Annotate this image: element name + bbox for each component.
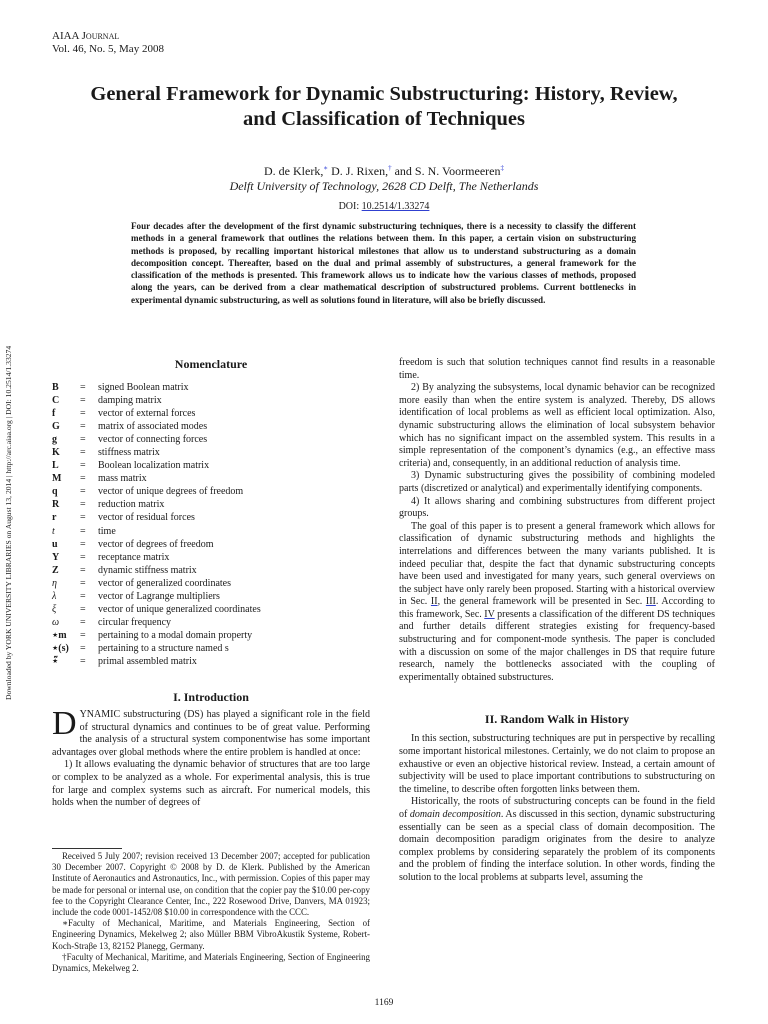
equals-sign: = — [80, 616, 86, 628]
nomenclature-symbol: g — [52, 434, 57, 446]
equals-sign: = — [80, 447, 86, 459]
intro-heading: I. Introduction — [173, 690, 249, 705]
nomenclature-definition: signed Boolean matrix — [98, 382, 189, 393]
section-ref-ii[interactable]: II — [430, 596, 438, 608]
equals-sign: = — [80, 473, 86, 485]
equals-sign: = — [80, 434, 86, 446]
right-paragraph-3: 3) Dynamic substructuring gives the possibility of combining modeled parts (discretized or analytical) and experimentally identifying components. — [399, 470, 715, 494]
nomenclature-definition: damping matrix — [98, 395, 162, 407]
page-number: 1169 — [374, 998, 394, 1008]
nomenclature-symbol: C — [52, 395, 60, 407]
paper-title — [40, 82, 728, 132]
equals-sign: = — [80, 577, 86, 589]
nomenclature-table — [52, 381, 261, 668]
nomenclature-definition: circular frequency — [98, 616, 172, 628]
nomenclature-row — [52, 485, 261, 498]
nomenclature-symbol: ω — [52, 616, 60, 628]
equals-sign: = — [80, 603, 86, 615]
nomenclature-symbol: ξ — [52, 603, 57, 615]
equals-sign: = — [80, 499, 86, 511]
nomenclature-symbol: Z — [52, 564, 59, 576]
nomenclature-symbol: λ — [52, 590, 57, 602]
nomenclature-row — [52, 498, 261, 511]
footnote-author-2: †Faculty of Mechanical, Maritime, and Materials Engineering, Section of Engineering Dynamics, Mekelweg 2. — [52, 951, 370, 974]
nomenclature-row — [52, 577, 261, 590]
left-column — [52, 357, 370, 810]
history-heading: II. Random Walk in History — [484, 712, 630, 727]
footnote-author-1: ∗Faculty of Mechanical, Maritime, and Materials Engineering, Section of Engineering Dynamics, Mekelweg 2; also Müller BBM VibroAkustik Systeme, Robert-Koch-Straβe 13, 82152 Planegg, Germany. — [52, 918, 370, 951]
nomenclature-definition: dynamic stiffness matrix — [98, 564, 197, 576]
nomenclature-definition: primal assembled matrix — [98, 655, 197, 667]
footnote-received: Received 5 July 2007; revision received 13 December 2007; accepted for publication 30 December 2007. Copyright © 2008 by D. de Klerk. Published by the American Institute of Aeronautics and Astronautics, Inc., with permission. Copies of this paper may be made for personal or internal use, on condition that the copier pay the $10.00 per-copy fee to the Copyright Clearance Center, Inc., 222 Rosewood Drive, Danvers, MA 01923; include the code 0001-1452/08 $10.00 in correspondence with the CCC. — [52, 851, 370, 918]
nomenclature-symbol: K — [52, 447, 60, 459]
nomenclature-definition: receptance matrix — [98, 551, 170, 563]
nomenclature-symbol: u — [52, 538, 58, 550]
right-paragraph-1: freedom is such that solution techniques cannot find results in a reasonable time. — [399, 357, 715, 381]
equals-sign: = — [80, 421, 86, 433]
nomenclature-symbol: R — [52, 499, 60, 511]
doi-label: DOI: — [338, 201, 362, 212]
nomenclature-row — [52, 551, 261, 564]
nomenclature-symbol: ⋆m — [52, 629, 67, 641]
nomenclature-symbol: L — [52, 460, 59, 472]
equals-sign: = — [80, 460, 86, 472]
nomenclature-row — [52, 655, 261, 668]
equals-sign: = — [80, 551, 86, 563]
nomenclature-row — [52, 603, 261, 616]
equals-sign: = — [80, 564, 86, 576]
author-2: D. J. Rixen, — [328, 164, 389, 178]
title-line-1: General Framework for Dynamic Substructuring: History, Review, — [90, 83, 678, 105]
nomenclature-definition: vector of connecting forces — [98, 434, 208, 446]
nomenclature-definition: pertaining to a modal domain property — [98, 629, 253, 641]
nomenclature-symbol: ⋆̃ — [52, 655, 59, 667]
download-watermark — [4, 300, 18, 700]
nomenclature-definition: matrix of associated modes — [98, 421, 208, 433]
right-paragraph-5: The goal of this paper is to present a general framework which allows for classification of dynamic substructuring methods and highlights the interrelations and differences between the many variants published. It is indeed peculiar that, despite the fact that dynamic substructuring concepts have been used and investigated for many years, such general overviews on the subject have only rarely been proposed. Starting with a historical overview in Sec. II, the general framework will be presented in Sec. III. According to this framework, Sec. IV presents a classification of the different DS techniques and further details different strategies existing for frequency-based substructuring and for component-mode synthesis. The paper is concluded with a discussion on some of the major challenges in DS that require future research, namely the bottlenecks associated with the coupling of experimentally obtained substructures. — [399, 520, 715, 683]
nomenclature-definition: vector of residual forces — [98, 512, 195, 524]
nomenclature-definition: Boolean localization matrix — [98, 460, 210, 472]
nomenclature-row — [52, 564, 261, 577]
history-paragraph-1: In this section, substructuring techniques are put in perspective by recalling some important historical milestones. Certainly, we do not claim to propose an exhaustive or even an objective historical review. Instead, a certain amount of subjectivity will be used to place important contributions to substructuring on the timeline, to describe often forgotten links between them. — [399, 733, 715, 795]
affiliation: Delft University of Technology, 2628 CD Delft, The Netherlands — [229, 179, 539, 193]
equals-sign: = — [80, 525, 86, 537]
right-paragraph-4: 4) It allows sharing and combining substructures from different project groups. — [399, 495, 715, 520]
title-line-2: and Classification of Techniques — [243, 108, 525, 130]
footnote-rule — [52, 848, 122, 849]
nomenclature-row — [52, 459, 261, 472]
footnotes — [52, 851, 370, 974]
history-paragraph-2: Historically, the roots of substructuring concepts can be found in the field of domain decomposition. As discussed in this section, dynamic substructuring essentially can be seen as a special class of domain decomposition. The domain decomposition paradigm originates from the desire to analyze complex problems by considering separately the problem of its components and the problem of finding the interface solution. In other words, finding the solution to the local problems at subparts level, assuming the — [399, 796, 716, 883]
equals-sign: = — [80, 655, 86, 667]
nomenclature-symbol: f — [52, 408, 56, 420]
nomenclature-definition: vector of external forces — [98, 408, 196, 420]
nomenclature-symbol: G — [52, 421, 60, 433]
author-list — [40, 164, 728, 179]
nomenclature-row — [52, 590, 261, 603]
nomenclature-row — [52, 642, 261, 655]
equals-sign: = — [80, 629, 86, 641]
intro-paragraph-1: DYNAMIC substructuring (DS) has played a significant role in the field of structural dynamics and continues to be of great value. Performing the analysis of a structural system componentwise has some important advantages over global methods where the entire problem is handled at once: — [52, 705, 370, 758]
nomenclature-row — [52, 420, 261, 433]
equals-sign: = — [80, 538, 86, 550]
nomenclature-definition: vector of degrees of freedom — [98, 538, 214, 550]
nomenclature-symbol: q — [52, 486, 58, 498]
equals-sign: = — [80, 590, 86, 602]
nomenclature-definition: mass matrix — [98, 473, 147, 485]
nomenclature-definition: vector of Lagrange multipliers — [98, 590, 220, 602]
nomenclature-row — [52, 472, 261, 485]
nomenclature-symbol: M — [52, 473, 62, 485]
equals-sign: = — [80, 395, 86, 407]
nomenclature-symbol: ⋆(s) — [52, 642, 69, 654]
drop-cap: D — [52, 705, 77, 743]
download-watermark-text: Downloaded by YORK UNIVERSITY LIBRARIES on August 13, 2014 | http://arc.aiaa.org | DOI: 10.2514/1.33274 — [4, 345, 13, 700]
nomenclature-symbol: η — [52, 577, 57, 589]
section-ref-iv[interactable]: IV — [484, 608, 495, 620]
doi-link[interactable]: 10.2514/1.33274 — [361, 201, 430, 212]
nomenclature-symbol: Y — [52, 551, 60, 563]
nomenclature-heading: Nomenclature — [174, 357, 248, 371]
equals-sign: = — [80, 642, 86, 654]
nomenclature-row — [52, 511, 261, 524]
nomenclature-definition: stiffness matrix — [98, 447, 160, 459]
abstract: Four decades after the development of the first dynamic substructuring techniques, there is a necessity to classify the different methods in a general framework that outlines the relations between them. In this paper, a certain vision on substructuring methods is proposed, by recalling important historical milestones that allow us to understand substructuring as a domain decomposition concept. Thereafter, based on the dual and primal assembly of substructures, a general framework for the classification of the methods is presented. This framework allows us to indicate how the various classes of methods, proposed along the years, can be derived from a clear mathematical description of substructured problems. Current bottlenecks in experimental dynamic substructuring, as well as solutions found in literature, will also be briefly discussed. — [131, 221, 636, 305]
nomenclature-row — [52, 525, 261, 538]
right-column — [399, 357, 715, 885]
equals-sign: = — [80, 512, 86, 524]
nomenclature-symbol: B — [52, 382, 59, 393]
nomenclature-symbol: t — [52, 525, 55, 537]
nomenclature-row — [52, 446, 261, 459]
section-ref-iii[interactable]: III — [645, 596, 656, 608]
nomenclature-row — [52, 629, 261, 642]
journal-name: AIAA Journal — [52, 30, 120, 42]
author-3: and S. N. Voormeeren — [391, 164, 501, 178]
right-paragraph-2: 2) By analyzing the subsystems, local dynamic behavior can be recognized more easily than when the entire system is analyzed. Thereby, DS allows identification of local problems as well as efficient local optimization. Also, dynamic substructuring allows the elimination of local subsystem behavior which has no significant impact on the assembled system. This results in a simple representation of the component’s dynamics (e.g., an effective mass criteria) and, consequently, in an additional reduction of analysis time. — [399, 382, 715, 469]
nomenclature-definition: pertaining to a structure named s — [98, 642, 229, 654]
author-2-footnote-link[interactable]: † — [388, 164, 392, 172]
equals-sign: = — [80, 408, 86, 420]
nomenclature-definition: vector of unique degrees of freedom — [98, 486, 244, 498]
nomenclature-definition: reduction matrix — [98, 499, 165, 511]
nomenclature-row — [52, 394, 261, 407]
nomenclature-row — [52, 407, 261, 420]
author-3-footnote-link[interactable]: ‡ — [500, 164, 504, 172]
author-1-footnote-link[interactable]: ∗ — [323, 164, 329, 172]
journal-volume: Vol. 46, No. 5, May 2008 — [52, 43, 164, 55]
doi-line — [40, 201, 728, 212]
equals-sign: = — [80, 486, 86, 498]
nomenclature-definition: vector of generalized coordinates — [98, 577, 231, 589]
nomenclature-definition: time — [98, 525, 116, 537]
intro-body — [52, 705, 370, 810]
nomenclature-symbol: r — [52, 512, 57, 524]
equals-sign: = — [80, 382, 86, 393]
nomenclature-row — [52, 538, 261, 551]
intro-paragraph-2: 1) It allows evaluating the dynamic behavior of structures that are too large or complex to be analyzed as a whole. For experimental analysis, this is true for large and complex systems such as aircraft. For numerical models, this holds when the number of degrees of — [52, 759, 370, 809]
nomenclature-row — [52, 616, 261, 629]
nomenclature-row — [52, 433, 261, 446]
nomenclature-row — [52, 381, 261, 394]
nomenclature-definition: vector of unique generalized coordinates — [98, 603, 261, 615]
author-1: D. de Klerk, — [264, 164, 324, 178]
journal-header — [52, 30, 164, 56]
